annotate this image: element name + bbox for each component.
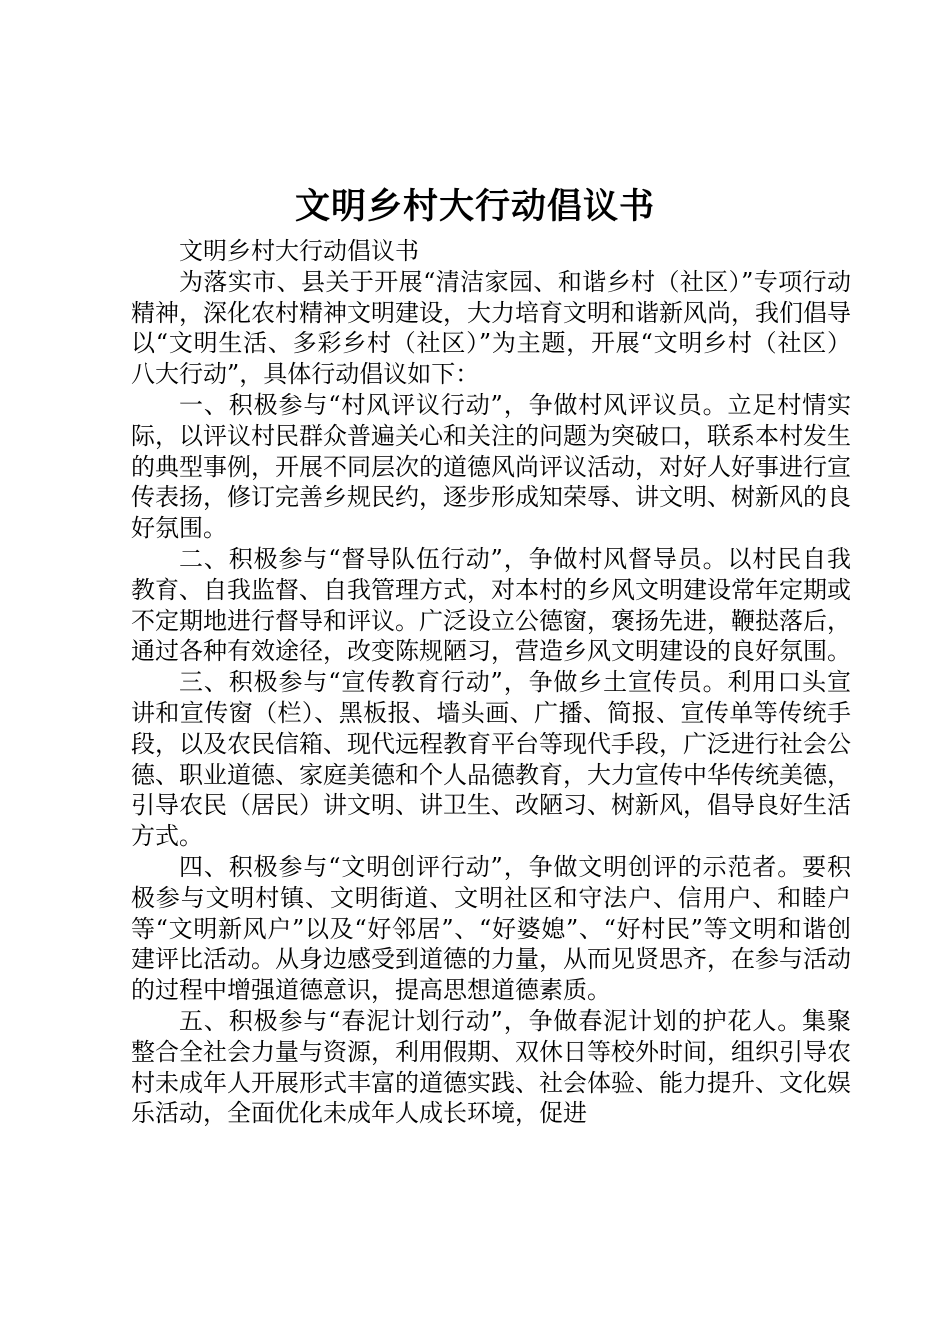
paragraph-action-4: 四、积极参与“文明创评行动”，争做文明创评的示范者。要积极参与文明村镇、文明街道、文明社区和守法户、信用户、和睦户等“文明新风户”以及“好邻居”、“好婆媳”、“好村民”等文明和谐创建评比活动。从身边感受到道德的力量，从而见贤思齐，在参与活动的过程中增强道德意识，提高思想道德素质。	[131, 852, 851, 1005]
paragraph-action-2: 二、积极参与“督导队伍行动”，争做村风督导员。以村民自我教育、自我监督、自我管理方式，对本村的乡风文明建设常年定期或不定期地进行督导和评议。广泛设立公德窗，褒扬先进，鞭挞落后，通过各种有效途径，改变陈规陋习，营造乡风文明建设的良好氛围。	[131, 544, 851, 666]
paragraph-action-1: 一、积极参与“村风评议行动”，争做村风评议员。立足村情实际，以评议村民群众普遍关心和关注的问题为突破口，联系本村发生的典型事例，开展不同层次的道德风尚评议活动，对好人好事进行宣传表扬，修订完善乡规民约，逐步形成知荣辱、讲文明、树新风的良好氛围。	[131, 390, 851, 543]
paragraph-subtitle: 文明乡村大行动倡议书	[179, 237, 419, 265]
document-body	[131, 236, 851, 1129]
document-title: 文明乡村大行动倡议书	[294, 187, 655, 227]
paragraph-action-3: 三、积极参与“宣传教育行动”，争做乡土宣传员。利用口头宣讲和宣传窗（栏）、黑板报、墙头画、广播、简报、宣传单等传统手段，以及农民信箱、现代远程教育平台等现代手段，广泛进行社会公德、职业道德、家庭美德和个人品德教育，大力宣传中华传统美德，引导农民（居民）讲文明、讲卫生、改陋习、树新风，倡导良好生活方式。	[131, 668, 851, 851]
paragraph-intro: 为落实市、县关于开展“清洁家园、和谐乡村（社区）”专项行动精神，深化农村精神文明建设，大力培育文明和谐新风尚，我们倡导以“文明生活、多彩乡村（社区）”为主题，开展“文明乡村（社区）八大行动”，具体行动倡议如下：	[131, 267, 851, 389]
paragraph-action-5: 五、积极参与“春泥计划行动”，争做春泥计划的护花人。集聚整合全社会力量与资源，利用假期、双休日等校外时间，组织引导农村未成年人开展形式丰富的道德实践、社会体验、能力提升、文化娱乐活动，全面优化未成年人成长环境，促进	[131, 1006, 851, 1128]
